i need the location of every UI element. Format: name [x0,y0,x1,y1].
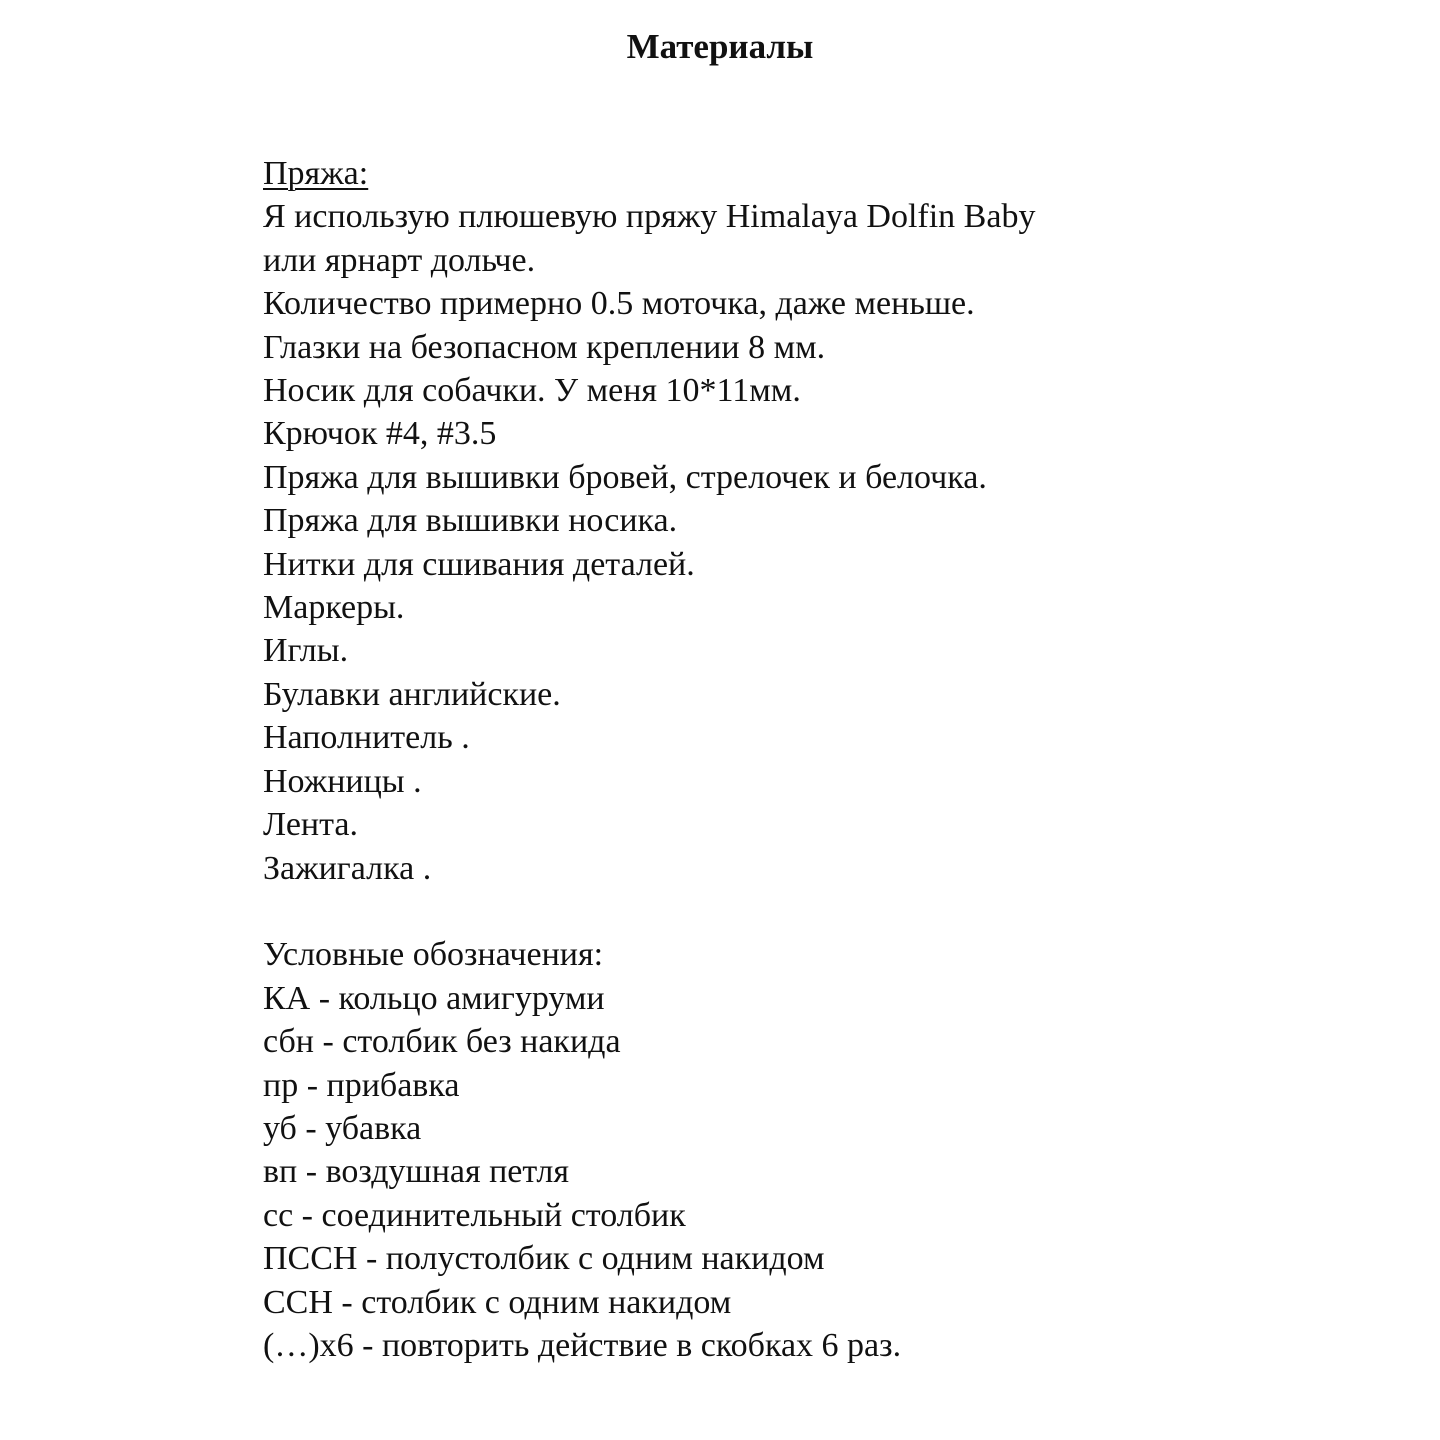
page-title: Материалы [626,27,814,66]
materials-line: Булавки английские. [263,675,561,713]
legend-line: сс - соединительный столбик [263,1196,686,1234]
legend-line: КА - кольцо амигуруми [263,979,605,1017]
materials-line: Я использую плюшевую пряжу Himalaya Dolfin Baby [263,198,1036,236]
legend-heading: Условные обозначения: [263,936,604,974]
legend-line: ПССН - полустолбик с одним накидом [263,1240,825,1278]
materials-line: Пряжа для вышивки носика. [263,502,678,540]
section-spacer [263,890,1363,933]
materials-line: Крючок #4, #3.5 [263,415,497,453]
materials-line: Маркеры. [263,589,405,627]
materials-line: Количество примерно 0.5 моточка, даже меньше. [263,285,975,323]
materials-line: Иглы. [263,632,349,670]
legend-line: вп - воздушная петля [263,1153,570,1191]
materials-heading: Пряжа: [263,155,369,192]
materials-line: Носик для собачки. У меня 10*11мм. [263,372,801,410]
legend-line: сбн - столбик без накида [263,1023,621,1061]
materials-line: Пряжа для вышивки бровей, стрелочек и белочка. [263,458,987,496]
materials-line: Глазки на безопасном креплении 8 мм. [263,328,826,366]
legend-line: ССН - столбик с одним накидом [263,1283,732,1321]
legend-line: пр - прибавка [263,1066,460,1104]
materials-line: Зажигалка . [263,849,432,887]
materials-line: Лента. [263,806,358,844]
document-body [263,152,1363,1367]
materials-line: Наполнитель . [263,719,470,757]
legend-line: (…)х6 - повторить действие в скобках 6 раз. [263,1326,902,1364]
materials-line: или ярнарт дольче. [263,241,536,279]
materials-line: Нитки для сшивания деталей. [263,545,695,583]
legend-line: уб - убавка [263,1109,422,1147]
materials-line: Ножницы . [263,762,422,800]
